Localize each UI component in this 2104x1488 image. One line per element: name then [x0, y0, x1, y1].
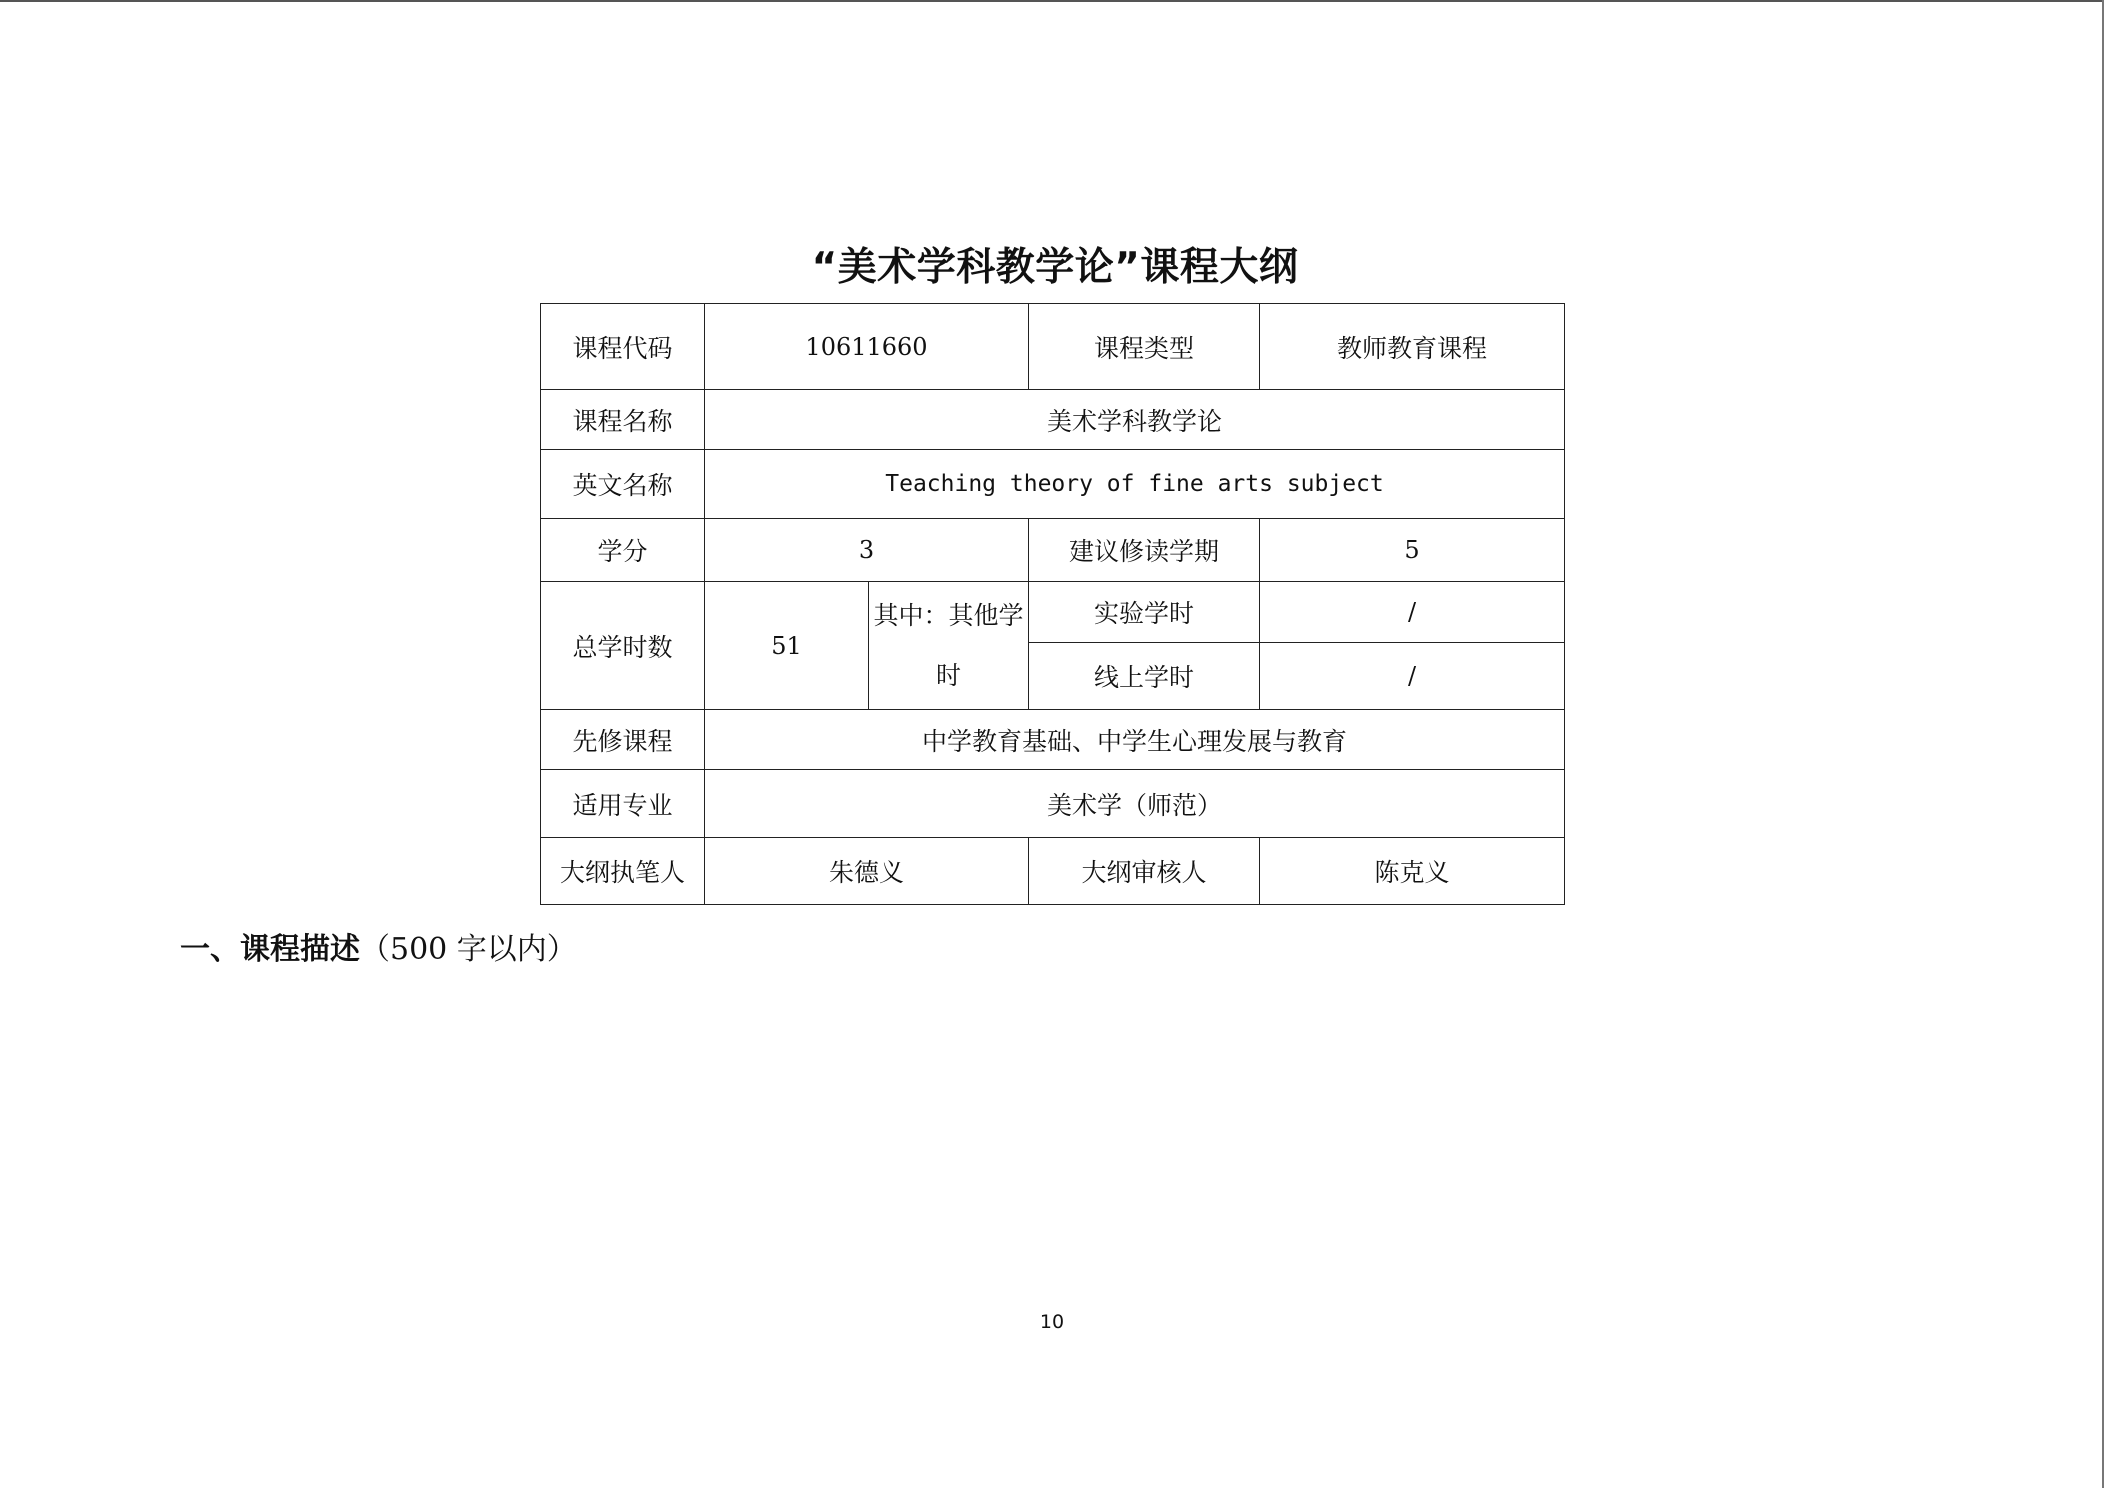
semester-label: 建议修读学期	[1029, 519, 1260, 582]
course-name-label: 课程名称	[541, 390, 705, 450]
section-heading-note: （500 字以内）	[360, 932, 577, 967]
course-type-value: 教师教育课程	[1260, 304, 1565, 390]
course-code-label: 课程代码	[541, 304, 705, 390]
reviewer-label: 大纲审核人	[1029, 838, 1260, 905]
author-value: 朱德义	[705, 838, 1029, 905]
online-hours-label: 线上学时	[1029, 643, 1260, 710]
table-row	[541, 450, 1565, 519]
table-row	[541, 390, 1565, 450]
course-code-value: 10611660	[705, 304, 1029, 390]
prerequisites-value: 中学教育基础、中学生心理发展与教育	[705, 710, 1565, 770]
section-heading-title: 一、课程描述	[180, 932, 360, 967]
total-hours-value: 51	[705, 582, 869, 710]
author-label: 大纲执笔人	[541, 838, 705, 905]
table-row	[541, 770, 1565, 838]
table-row	[541, 519, 1565, 582]
section-heading	[180, 924, 577, 968]
course-type-label: 课程类型	[1029, 304, 1260, 390]
english-name-value: Teaching theory of fine arts subject	[705, 450, 1565, 519]
table-row	[541, 710, 1565, 770]
lab-hours-value: /	[1260, 582, 1565, 643]
prerequisites-label: 先修课程	[541, 710, 705, 770]
table-row	[541, 838, 1565, 905]
reviewer-value: 陈克义	[1260, 838, 1565, 905]
document-title: “美术学科教学论”课程大纲	[811, 245, 1299, 290]
course-name-value: 美术学科教学论	[705, 390, 1565, 450]
total-hours-label: 总学时数	[541, 582, 705, 710]
page-number: 10	[1039, 1311, 1065, 1333]
major-value: 美术学（师范）	[705, 770, 1565, 838]
other-hours-label: 其中：其他学时	[869, 582, 1029, 710]
semester-value: 5	[1260, 519, 1565, 582]
lab-hours-label: 实验学时	[1029, 582, 1260, 643]
credits-label: 学分	[541, 519, 705, 582]
table-row	[541, 582, 1565, 643]
table-row	[541, 304, 1565, 390]
major-label: 适用专业	[541, 770, 705, 838]
page-top-border	[0, 0, 2104, 2]
english-name-label: 英文名称	[541, 450, 705, 519]
credits-value: 3	[705, 519, 1029, 582]
course-info-table	[540, 303, 1565, 905]
online-hours-value: /	[1260, 643, 1565, 710]
